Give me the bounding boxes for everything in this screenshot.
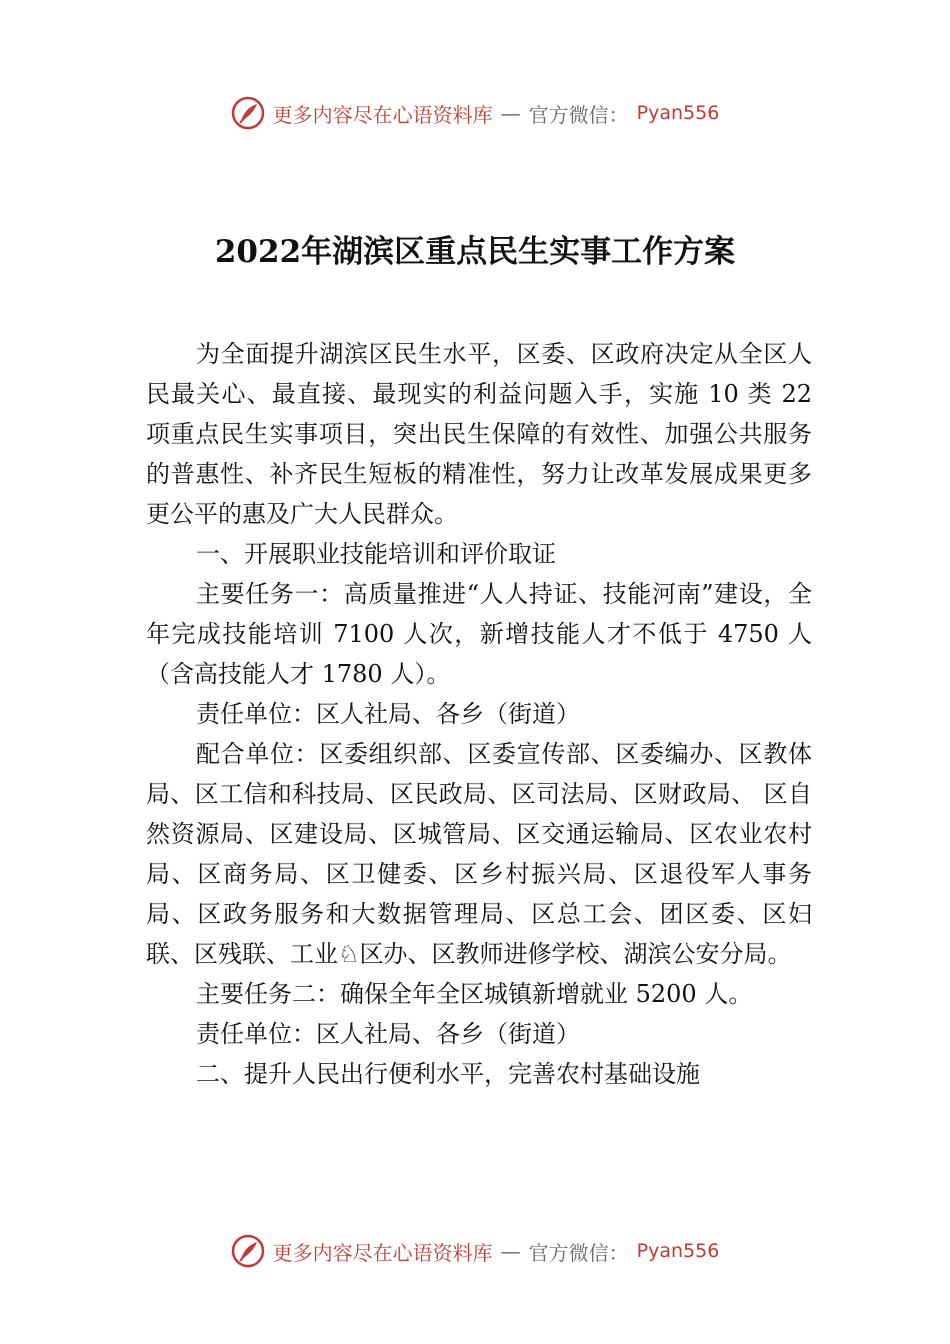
quill-seal-icon [231, 96, 265, 130]
paragraph-intro: 为全面提升湖滨区民生水平，区委、区政府决定从全区人民最关心、最直接、最现实的利益问题入手，实施 10 类 22 项重点民生实事项目，突出民生保障的有效性、加强公共服务的普惠性、补齐民生短板的精准性，努力让改革发展成果更多更公平的惠及广大人民群众。 [146, 340, 812, 528]
document-body [146, 334, 812, 1094]
watermark-wechat-id: Pyan556 [636, 102, 720, 124]
paragraph-cooperating-1: 配合单位：区委组织部、区委宣传部、区委编办、区教体局、区工信和科技局、区民政局、区司法局、区财政局、 区自然资源局、区建设局、区城管局、区交通运输局、区农业农村局、区商务局、区卫健委、区乡村振兴局、区退役军人事务局、区政务服务和大数据管理局、区总工会、团区委、区妇联、区残联、工业♘区办、区教师进修学校、湖滨公安分局。 [146, 740, 812, 968]
watermark-text: 更多内容尽在心语资料库 [272, 1240, 493, 1265]
paragraph-responsible-1: 责任单位：区人社局、各乡（街道） [196, 700, 580, 728]
quill-seal-icon [231, 1234, 265, 1268]
paragraph-task-2: 主要任务二：确保全年全区城镇新增就业 5200 人。 [196, 980, 753, 1008]
watermark-wechat-id: Pyan556 [636, 1240, 720, 1262]
document-title: 2022年湖滨区重点民生实事工作方案 [214, 234, 736, 270]
footer-watermark [0, 1234, 950, 1268]
watermark-wechat-label: 官方微信： [528, 102, 629, 127]
section-heading-2: 二、提升人民出行便利水平，完善农村基础设施 [196, 1060, 700, 1088]
section-heading-1: 一、开展职业技能培训和评价取证 [196, 540, 556, 568]
watermark-separator: — [500, 1239, 521, 1263]
watermark-text: 更多内容尽在心语资料库 [272, 102, 493, 127]
watermark-wechat-label: 官方微信： [528, 1240, 629, 1265]
header-watermark [0, 96, 950, 130]
paragraph-task-1: 主要任务一：高质量推进“人人持证、技能河南”建设，全年完成技能培训 7100 人次，新增技能人才不低于 4750 人（含高技能人才 1780 人）。 [146, 580, 812, 688]
watermark-separator: — [500, 101, 521, 125]
paragraph-responsible-2: 责任单位：区人社局、各乡（街道） [196, 1020, 580, 1048]
